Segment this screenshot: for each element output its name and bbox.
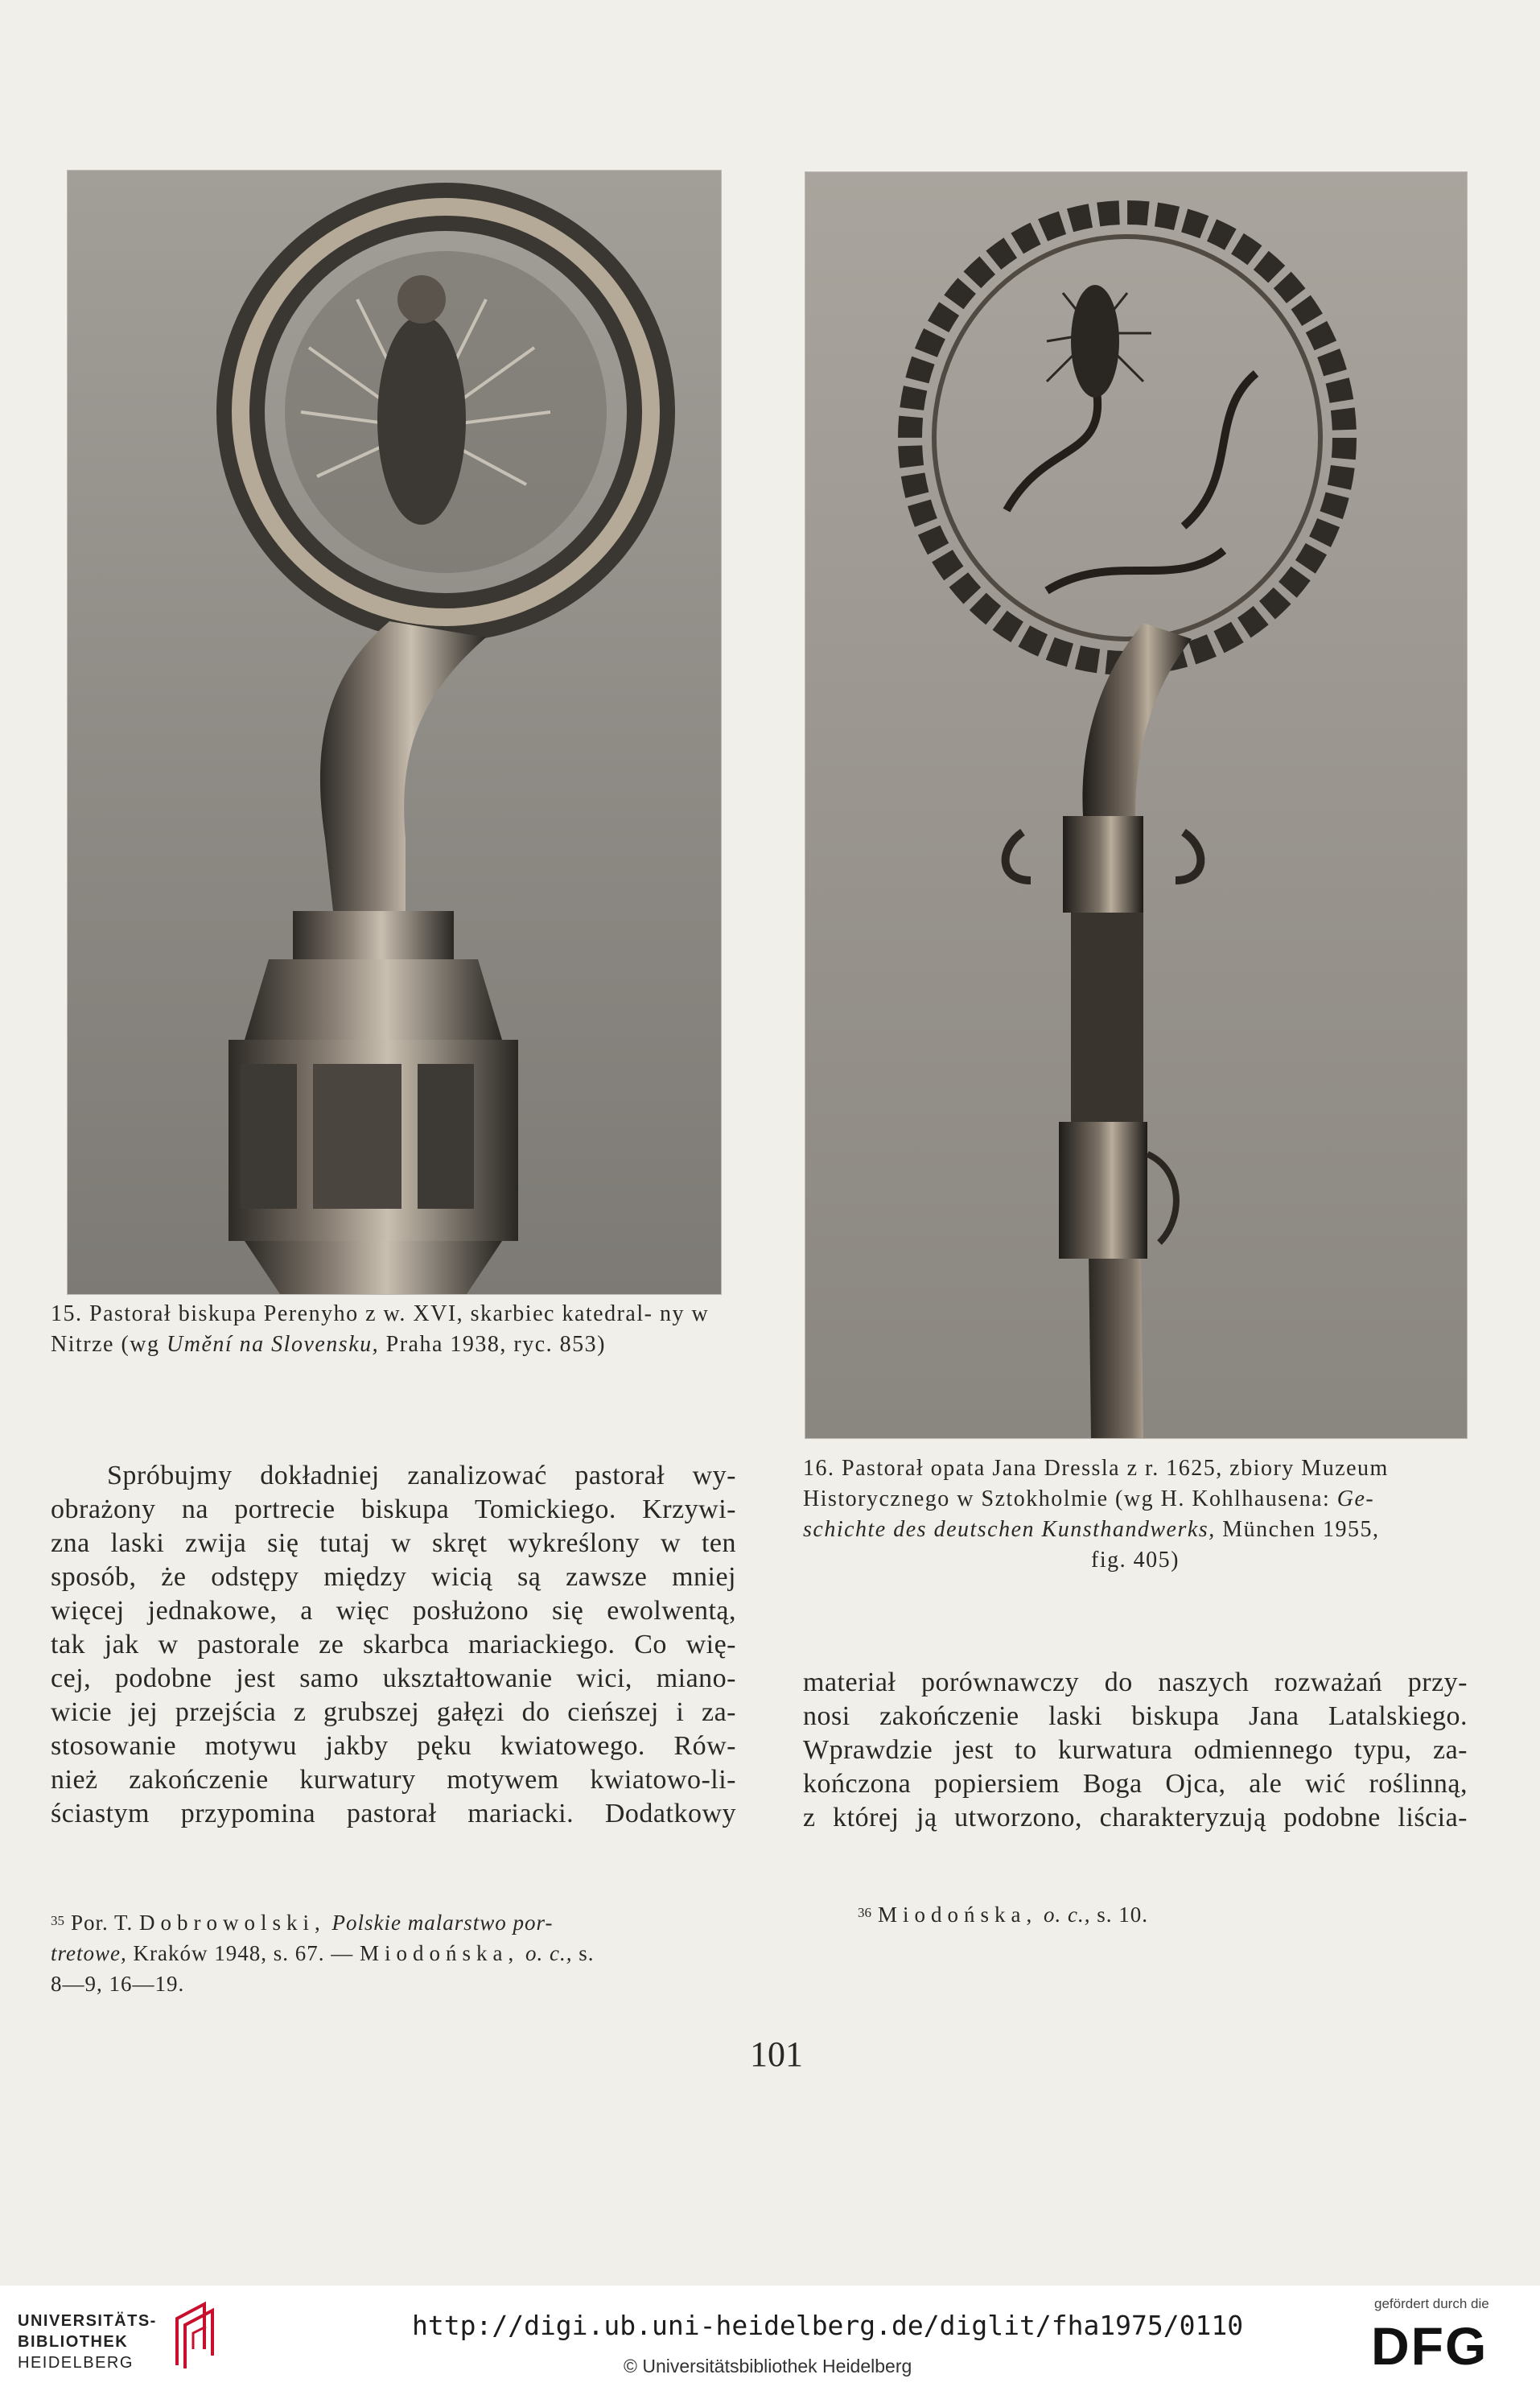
figure-16-caption <box>803 1453 1468 1576</box>
body-line: więcej jednakowe, a więc posłużono się ewolwentą, <box>51 1596 736 1626</box>
body-line: stosowanie motywu jakby pęku kwiatowego. Rów- <box>51 1731 736 1761</box>
footnote-35 <box>51 1906 743 1999</box>
body-line: sposób, że odstępy między wicią są zawsze mniej <box>51 1562 736 1592</box>
caption-text: München 1955, <box>1215 1517 1380 1542</box>
footnote-ref: o. c., <box>1037 1902 1091 1927</box>
body-line: zna laski zwija się tutaj w skręt wykreślony w ten <box>51 1528 736 1558</box>
library-name-line: BIBLIOTHEK <box>18 2333 129 2351</box>
library-name-line: HEIDELBERG <box>18 2354 134 2372</box>
caption-line: 15. Pastorał biskupa Perenyho z w. XVI, skarbiec katedral- <box>51 1301 653 1326</box>
footnote-title: Polskie malarstwo por- <box>331 1911 554 1935</box>
caption-source-title: schichte des deutschen Kunsthandwerks, <box>803 1517 1216 1542</box>
footnote-title: tretowe, <box>51 1941 127 1965</box>
crosier-15-illustration <box>68 171 721 1294</box>
dfg-logo-mark: DFG <box>1371 2316 1489 2376</box>
body-line: obrażony na portrecie biskupa Tomickiego. Krzywi- <box>51 1494 736 1524</box>
footnote-line <box>858 1898 1469 1930</box>
body-line: z której ją utworzono, charakteryzują podobne liścia- <box>803 1803 1468 1832</box>
caption-line: fig. 405) <box>1091 1548 1180 1573</box>
body-column-left <box>51 1459 736 1831</box>
caption-source-title: Ge- <box>1336 1486 1375 1511</box>
body-line: nosi zakończenie laski biskupa Jana Latalskiego. <box>803 1701 1468 1731</box>
footnote-number: 36 <box>858 1905 871 1920</box>
body-line: Spróbujmy dokładniej zanalizować pastorał wy- <box>107 1461 736 1490</box>
crosier-16-illustration <box>805 172 1467 1438</box>
body-line: ściastym przypomina pastorał mariacki. Dodatkowy <box>51 1799 736 1828</box>
library-logo <box>18 2301 227 2373</box>
footnote-line: 8—9, 16—19. <box>51 1972 185 1996</box>
library-logo-icon <box>171 2301 219 2370</box>
footnote-text: s. 10. <box>1090 1902 1148 1927</box>
body-line: tak jak w pastorale ze skarbca mariackiego. Co wię- <box>51 1630 736 1659</box>
footnote-number: 35 <box>51 1913 64 1928</box>
body-line: cej, podobne jest samo ukształtowanie wici, miano- <box>51 1663 736 1693</box>
caption-text: Praha 1938, ryc. 853) <box>379 1332 606 1357</box>
footnote-ref: o. c., <box>519 1941 573 1965</box>
body-line: nież zakończenie kurwatury motywem kwiatowo-li- <box>51 1765 736 1795</box>
footnote-line <box>51 1906 743 1938</box>
body-column-right <box>803 1666 1468 1835</box>
footnote-text: s. <box>572 1941 595 1965</box>
copyright-notice: © Universitätsbibliothek Heidelberg <box>624 2356 912 2377</box>
figure-15-photo <box>67 170 722 1295</box>
footnote-author: Miodońska, <box>878 1902 1038 1927</box>
caption-line: 16. Pastorał opata Jana Dressla z r. 1625, zbiory Muzeum <box>803 1456 1389 1481</box>
body-line: kończona popiersiem Boga Ojca, ale wić roślinną, <box>803 1769 1468 1799</box>
page-number: 101 <box>750 2034 803 2074</box>
caption-source-title: Umění na Slovensku, <box>167 1332 380 1357</box>
figure-16-photo <box>805 171 1468 1439</box>
dfg-logo <box>1360 2296 1529 2385</box>
figure-15-caption <box>51 1299 735 1360</box>
footnote-36 <box>858 1898 1469 1930</box>
footnote-author: Dobrowolski, <box>139 1911 326 1935</box>
library-name-line: UNIVERSITÄTS- <box>18 2312 157 2330</box>
body-line: materiał porównawczy do naszych rozważań przy- <box>803 1668 1468 1697</box>
footnote-line <box>51 1938 743 1968</box>
footnote-text: Kraków 1948, s. 67. — <box>126 1941 360 1965</box>
caption-text: ny w Nitrze (wg <box>51 1301 710 1357</box>
caption-line <box>803 1484 1468 1515</box>
footnote-author: Miodońska, <box>359 1941 520 1965</box>
footnote-text: Por. T. <box>71 1911 140 1935</box>
body-line: wicie jej przejścia z grubszej gałęzi do cieńszej i za- <box>51 1697 736 1727</box>
sponsor-label: gefördert durch die <box>1374 2296 1489 2311</box>
caption-line <box>803 1515 1468 1545</box>
document-url-link[interactable]: http://digi.ub.uni-heidelberg.de/diglit/fha1975/0110 <box>412 2310 1244 2341</box>
body-line: Wprawdzie jest to kurwatura odmiennego typu, za- <box>803 1735 1468 1765</box>
caption-text: Historycznego w Sztokholmie (wg H. Kohlhausena: <box>803 1486 1337 1511</box>
